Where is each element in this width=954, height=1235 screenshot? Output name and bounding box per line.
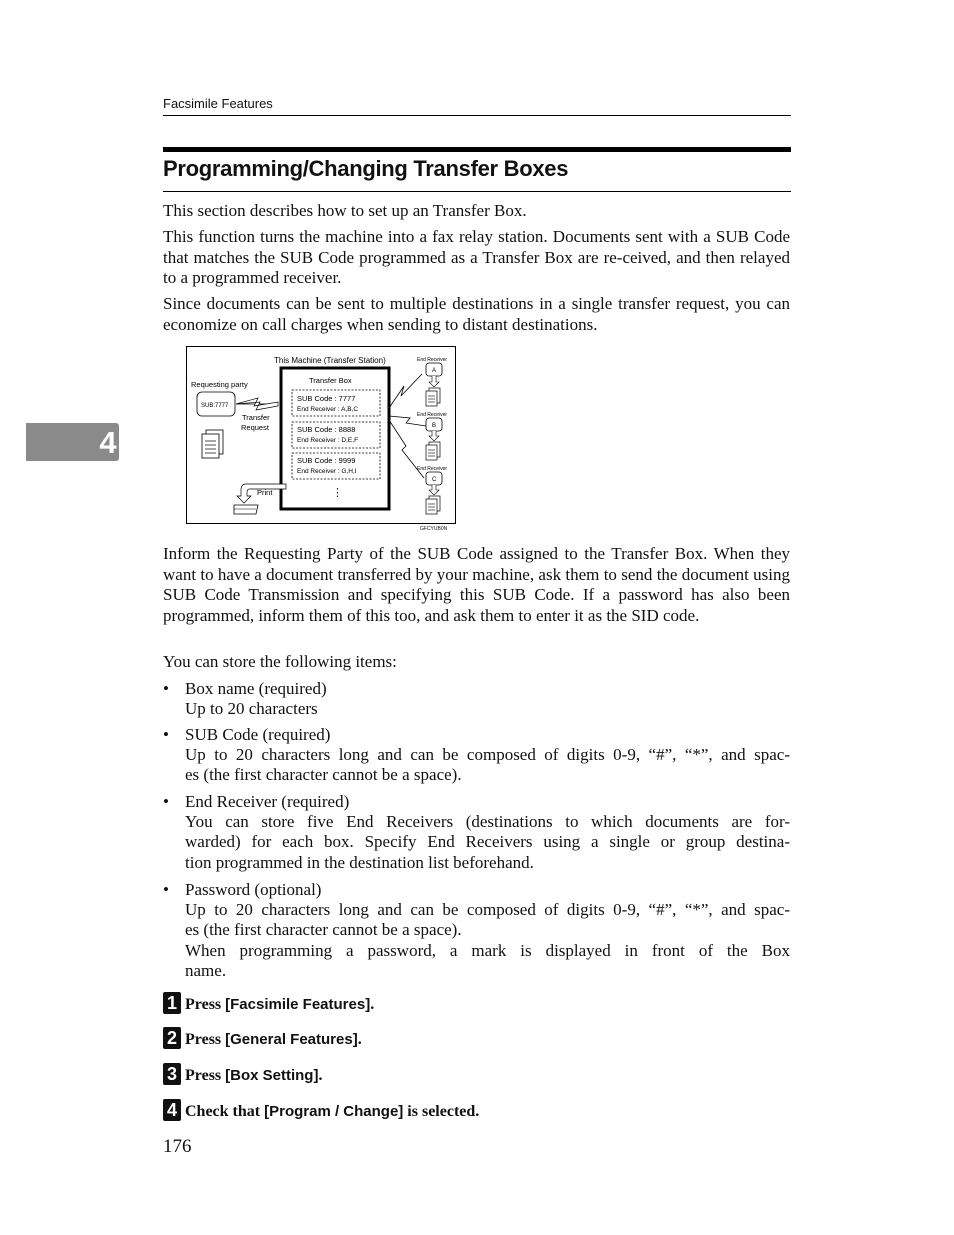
item-body [185,699,790,719]
running-header: Facsimile Features [163,96,273,111]
item-line: name. [185,960,227,980]
header-rule [163,115,791,116]
end-receiver-c-label: End Receiver [417,466,448,472]
step-prefix: Check that [185,1103,265,1120]
page-title: Programming/Changing Transfer Boxes [163,156,569,181]
end-receiver-a-letter: A [432,368,437,374]
item-line: es (the first character cannot be a space). [185,765,462,785]
step-suffix: . [370,996,375,1013]
end-receiver-2: End Receiver : D,E,F [297,437,359,444]
step-suffix: . [357,1031,362,1048]
item-line: warded) for each box. Specify End Receivers using a single or group destina- [185,832,790,852]
step-prefix: Press [185,996,226,1013]
end-receiver-b-letter: B [432,423,437,429]
step-prefix: Press [185,1067,226,1084]
item-line: tion programmed in the destination list beforehand. [185,852,534,872]
item-head: SUB Code (required) [185,725,331,744]
ellipsis: ⋮ [332,487,343,499]
box-setting-key: [Box Setting] [225,1067,319,1084]
end-receiver-c-letter: C [432,477,437,483]
end-receiver-a-label: End Receiver [417,357,448,363]
title-rule-bottom [163,191,791,192]
page-number: 176 [163,1136,192,1157]
item-line: You can store five End Receivers (destinations to which documents are for- [185,812,790,831]
transfer-diagram [186,346,456,532]
function-paragraph: This function turns the machine into a fax relay station. Documents sent with a SUB Code that matches the SUB Code programmed as a Transfer Box are re-ceived, and then relayed to a programmed receiver. [163,227,790,287]
transfer-box-label: Transfer Box [309,376,352,385]
title-rule-top [163,147,791,152]
item-head: End Receiver (required) [185,792,350,811]
general-features-key: [General Features] [225,1031,358,1048]
end-receiver-b-label: End Receiver [417,412,448,418]
economize-paragraph: Since documents can be sent to multiple destinations in a single transfer request, you can economize on call charges when sending to distant destinations. [163,294,790,334]
transfer-diagram-svg [186,346,456,524]
print-label: Print [257,488,273,497]
transfer-request-line2: Request [241,423,269,432]
bullet: • [163,880,169,899]
printer-icon [234,505,258,514]
step-number-icon: 4 [163,1099,181,1121]
step-text [185,996,374,1014]
inform-paragraph: Inform the Requesting Party of the SUB Code assigned to the Transfer Box. When they want to have a document transferred by your machine, ask them to send the document using SUB Code Transmission and specifying this SUB Code. If a password has also been programmed, inform them of this too, and ask them to enter it as the SID code. [163,544,790,625]
bullet: • [163,679,169,698]
item-line: Up to 20 characters long and can be composed of digits 0-9, “#”, “*”, and spac- [185,745,790,764]
item-head: Password (optional) [185,880,322,899]
intro-paragraph: This section describes how to set up an Transfer Box. [163,201,527,220]
requesting-party-label: Requesting party [191,380,248,389]
item-line: Up to 20 characters [185,699,318,718]
end-receiver-1: End Receiver : A,B,C [297,406,359,413]
step-number-icon: 2 [163,1027,181,1049]
item-line: Up to 20 characters long and can be composed of digits 0-9, “#”, “*”, and spac- [185,900,790,919]
sub-code-2: SUB Code : 8888 [297,425,356,434]
transfer-request-line1: Transfer [242,413,270,422]
step-suffix: is selected. [403,1103,480,1120]
facsimile-features-key: [Facsimile Features] [225,996,371,1013]
program-change-key: [Program / Change] [264,1103,404,1120]
item-head: Box name (required) [185,679,327,698]
chapter-tab [26,423,119,461]
bullet: • [163,792,169,811]
sub-code-1: SUB Code : 7777 [297,394,356,403]
step-text [185,1067,322,1085]
item-body [185,812,790,873]
sub-badge: SUB:7777 [201,403,229,409]
requesting-document-icon [202,430,223,458]
item-body [185,900,790,981]
store-intro: You can store the following items: [163,652,397,671]
chapter-number: 4 [99,425,117,460]
step-suffix: . [318,1067,323,1084]
machine-label: This Machine (Transfer Station) [274,356,386,365]
figure-code: GFCYUB0N [420,526,448,532]
end-receiver-3: End Receiver : G,H,I [297,468,357,475]
step-prefix: Press [185,1031,226,1048]
item-line: es (the first character cannot be a space). [185,920,462,940]
step-number-icon: 1 [163,992,181,1014]
sub-code-3: SUB Code : 9999 [297,456,356,465]
step-text [185,1103,479,1121]
item-line: When programming a password, a mark is displayed in front of the Box [185,940,790,960]
step-number-icon: 3 [163,1063,181,1085]
bullet: • [163,725,169,744]
step-text [185,1031,362,1049]
item-body [185,745,790,786]
